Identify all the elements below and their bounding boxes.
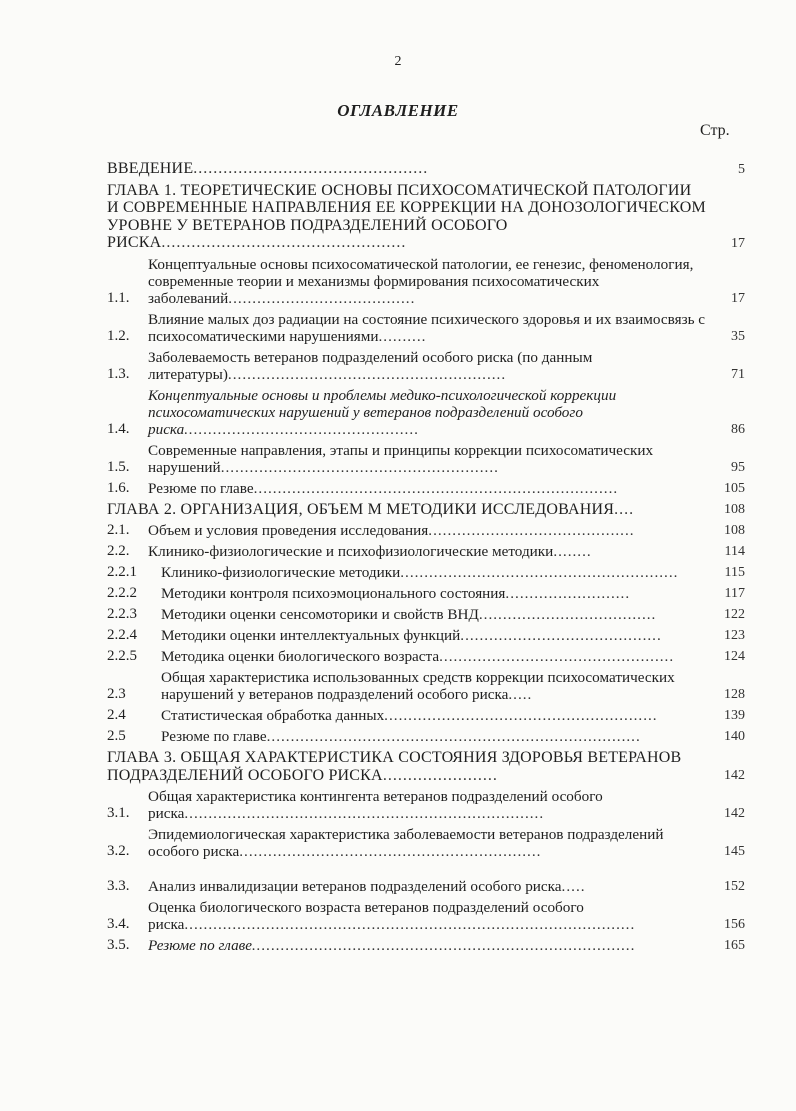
toc-entry xyxy=(107,182,745,252)
toc-entry xyxy=(107,878,745,895)
toc-entry xyxy=(107,480,745,497)
toc-entry-page: 86 xyxy=(731,421,745,437)
toc-entry-text: Резюме по главе xyxy=(148,937,252,954)
toc-entry xyxy=(107,728,745,745)
toc-entry xyxy=(107,707,745,724)
toc-entry-text: Общая характеристика использованных средств коррекции психосоматических нарушений у ветеранов подразделений особого риска xyxy=(161,669,675,703)
toc-entry-page: 156 xyxy=(724,917,745,932)
leader-dots: ........................................... xyxy=(428,522,635,539)
toc-entry-title xyxy=(161,585,745,602)
toc-entry-text: Концептуальные основы и проблемы медико-психологической коррекции психосоматических нарушений у ветеранов подразделений особого риска xyxy=(148,386,617,438)
toc-entry-text: Анализ инвалидизации ветеранов подразделений особого риска xyxy=(148,878,562,895)
toc-entry-page: 71 xyxy=(731,366,745,382)
toc-entry-number: 2.2.3 xyxy=(107,606,137,622)
toc-entry-page: 117 xyxy=(724,586,745,601)
toc-entry-page: 142 xyxy=(724,806,745,821)
toc-entry-text: ВВЕДЕНИЕ xyxy=(107,160,194,177)
toc-entry-page: 95 xyxy=(731,459,745,475)
toc-entry-page: 5 xyxy=(738,161,745,177)
toc-entry-page: 105 xyxy=(724,480,745,496)
toc-entry-title xyxy=(107,501,745,519)
leader-dots: .... xyxy=(614,500,635,518)
leader-dots: .......................................................... xyxy=(220,458,499,476)
leader-dots: ........ xyxy=(553,543,592,560)
toc-entry-number: 3.1. xyxy=(107,805,130,821)
toc-entry-text: Резюме по главе xyxy=(148,479,254,497)
toc-entry-page: 35 xyxy=(731,328,745,344)
toc-entry xyxy=(107,564,745,581)
toc-entry-number: 2.2. xyxy=(107,543,130,559)
toc-entry-number: 2.2.4 xyxy=(107,627,137,643)
toc-entry-number: 2.3 xyxy=(107,686,126,702)
toc-entry-title xyxy=(107,160,745,178)
toc-entry-text: Влияние малых доз радиации на состояние психического здоровья и их взаимосвязь с психосоматическими нарушениями xyxy=(148,310,706,345)
toc-title: ОГЛАВЛЕНИЕ xyxy=(337,101,459,120)
leader-dots: ............................................................... xyxy=(239,843,542,860)
toc-entry-title xyxy=(148,788,745,822)
toc-entry-text: Общая характеристика контингента ветеранов подразделений особого риска xyxy=(148,788,603,822)
toc-entry-title xyxy=(148,480,745,497)
toc-entry-title xyxy=(148,937,745,954)
toc-entry-text: Объем и условия проведения исследования xyxy=(148,522,429,539)
toc-entry-page: 152 xyxy=(724,879,745,894)
pages-column-label: Стр. xyxy=(700,122,730,139)
toc-entry-text: Клинико-физиологические и психофизиологические методики xyxy=(148,543,554,560)
toc-entry-text: Методики контроля психоэмоционального состояния xyxy=(161,585,506,602)
toc-entry-title xyxy=(161,564,745,581)
toc-entry-title xyxy=(148,256,745,307)
toc-entry xyxy=(107,349,745,383)
leader-dots: .......................... xyxy=(505,585,631,602)
toc-entry-number: 1.2. xyxy=(107,327,130,344)
toc-entry xyxy=(107,543,745,560)
leader-dots: .............................................................................. xyxy=(266,728,641,745)
toc-entry-title xyxy=(161,627,745,644)
toc-entry-title xyxy=(148,899,745,933)
toc-entry-title xyxy=(107,182,745,252)
toc-entry-number: 3.3. xyxy=(107,878,130,894)
toc-entry-number: 2.2.5 xyxy=(107,648,137,664)
toc-entry-page: 17 xyxy=(731,235,745,251)
leader-dots: ................................................................................ xyxy=(252,937,636,954)
toc-entry xyxy=(107,387,745,438)
toc-entry xyxy=(107,522,745,539)
toc-entry-number: 1.5. xyxy=(107,458,130,475)
leader-dots: ..... xyxy=(561,878,586,895)
toc-entry-page: 124 xyxy=(724,649,745,664)
toc-entry-page: 128 xyxy=(724,687,745,702)
spacer xyxy=(107,864,745,878)
toc-entry-text: Эпидемиологическая характеристика заболеваемости ветеранов подразделений особого риска xyxy=(148,826,664,860)
toc-entry-title xyxy=(161,707,745,724)
toc-entry-number: 2.5 xyxy=(107,728,126,744)
toc-entry-page: 108 xyxy=(724,523,745,538)
toc-entry-number: 1.1. xyxy=(107,289,130,306)
leader-dots: .......................................... xyxy=(460,627,662,644)
toc-entry-number: 1.4. xyxy=(107,420,130,437)
toc-entry-title xyxy=(107,749,745,784)
toc-entry-page: 142 xyxy=(724,768,745,783)
toc-entry-text: Клинико-физиологические методики xyxy=(161,564,401,581)
toc-entry-page: 165 xyxy=(724,938,745,953)
toc-entry-page: 17 xyxy=(731,290,745,306)
toc-entry-title xyxy=(148,311,745,345)
toc-entry xyxy=(107,788,745,822)
toc-entry-number: 2.1. xyxy=(107,522,130,538)
toc-entry xyxy=(107,899,745,933)
toc-entry-page: 114 xyxy=(724,544,745,559)
leader-dots: .......................................................... xyxy=(400,564,679,581)
toc-entry-number: 2.2.1 xyxy=(107,564,137,580)
leader-dots: ................................................. xyxy=(439,648,675,665)
leader-dots: ....................... xyxy=(382,766,498,784)
toc-entry-title xyxy=(148,349,745,383)
toc-entry-text: Методики оценки интеллектуальных функций xyxy=(161,627,461,644)
toc-entry-page: 140 xyxy=(724,729,745,744)
leader-dots: ............................................... xyxy=(193,160,429,177)
toc-entry-number: 2.2.2 xyxy=(107,585,137,601)
leader-dots: ............................................................................ xyxy=(253,479,619,497)
leader-dots: ................................................. xyxy=(184,420,420,438)
toc-entry-title xyxy=(148,522,745,539)
toc-entry xyxy=(107,160,745,178)
toc-entry-title xyxy=(148,878,745,895)
toc-entry-text: Заболеваемость ветеранов подразделений особого риска (по данным литературы) xyxy=(148,348,593,383)
leader-dots: .......... xyxy=(378,327,427,345)
leader-dots: .............................................................................................. xyxy=(184,916,636,933)
toc-entry-title xyxy=(148,442,745,476)
toc-entry-text: ГЛАВА 1. ТЕОРЕТИЧЕСКИЕ ОСНОВЫ ПСИХОСОМАТИЧЕСКОЙ ПАТОЛОГИИ И СОВРЕМЕННЫЕ НАПРАВЛЕНИЯ ЕЕ КОРРЕКЦИИ НА ДОНОЗОЛОГИЧЕСКОМ УРОВНЕ У ВЕТЕРАНОВ ПОДРАЗДЕЛЕНИЙ ОСОБОГО РИСКА xyxy=(107,181,706,251)
toc-entry-page: 123 xyxy=(724,628,745,643)
toc-entry xyxy=(107,627,745,644)
toc-entry-page: 139 xyxy=(724,708,745,723)
toc-entry-text: Концептуальные основы психосоматической патологии, ее генезис, феноменология, современные теории и механизмы формирования психосоматических заболеваний xyxy=(148,255,694,307)
toc-entry xyxy=(107,606,745,623)
toc-entry-number: 3.5. xyxy=(107,937,130,953)
toc-entry xyxy=(107,826,745,860)
toc-entry-number: 1.3. xyxy=(107,365,130,382)
toc-entry-title xyxy=(161,728,745,745)
toc-entry-text: Оценка биологического возраста ветеранов подразделений особого риска xyxy=(148,899,584,933)
leader-dots: ................................................. xyxy=(161,234,407,251)
toc-entry-number: 3.2. xyxy=(107,843,130,859)
leader-dots: .......................................................... xyxy=(227,365,507,383)
toc-entry-text: Методики оценки сенсомоторики и свойств ВНД xyxy=(161,606,479,623)
toc-entry-text: Современные направления, этапы и принципы коррекции психосоматических нарушений xyxy=(148,441,654,476)
toc-entry-number: 1.6. xyxy=(107,479,130,496)
toc-entry-text: Резюме по главе xyxy=(161,728,267,745)
toc-entry-title xyxy=(161,606,745,623)
leader-dots: ..... xyxy=(508,686,533,703)
toc-entry xyxy=(107,311,745,345)
toc-entry-text: Методика оценки биологического возраста xyxy=(161,648,440,665)
toc-entry xyxy=(107,669,745,703)
toc-entry-title xyxy=(161,648,745,665)
toc-entry xyxy=(107,501,745,519)
toc-entry xyxy=(107,937,745,954)
toc-entry-number: 2.4 xyxy=(107,707,126,723)
toc-entry-title xyxy=(148,387,745,438)
toc-entry-title xyxy=(161,669,745,703)
toc-entry-page: 108 xyxy=(724,502,745,517)
toc-entry-title xyxy=(148,543,745,560)
table-of-contents xyxy=(107,160,745,958)
toc-entry-page: 115 xyxy=(724,565,745,580)
toc-entry-number: 3.4. xyxy=(107,916,130,932)
leader-dots: ..................................... xyxy=(478,606,657,623)
toc-entry-page: 145 xyxy=(724,844,745,859)
toc-entry-text: ГЛАВА 3. ОБЩАЯ ХАРАКТЕРИСТИКА СОСТОЯНИЯ ЗДОРОВЬЯ ВЕТЕРАНОВ ПОДРАЗДЕЛЕНИЙ ОСОБОГО РИСКА xyxy=(107,749,682,784)
toc-entry-text: Статистическая обработка данных xyxy=(161,707,385,724)
page-number: 2 xyxy=(394,54,402,69)
toc-entry-page: 122 xyxy=(724,607,745,622)
leader-dots: ......................................................... xyxy=(384,707,658,724)
leader-dots: ....................................... xyxy=(228,289,416,307)
toc-entry xyxy=(107,442,745,476)
leader-dots: ........................................................................... xyxy=(184,805,545,822)
toc-entry-text: ГЛАВА 2. ОРГАНИЗАЦИЯ, ОБЪЕМ М МЕТОДИКИ ИССЛЕДОВАНИЯ xyxy=(107,500,615,518)
toc-entry xyxy=(107,648,745,665)
toc-entry-title xyxy=(148,826,745,860)
toc-entry xyxy=(107,256,745,307)
toc-entry xyxy=(107,585,745,602)
toc-entry xyxy=(107,749,745,784)
